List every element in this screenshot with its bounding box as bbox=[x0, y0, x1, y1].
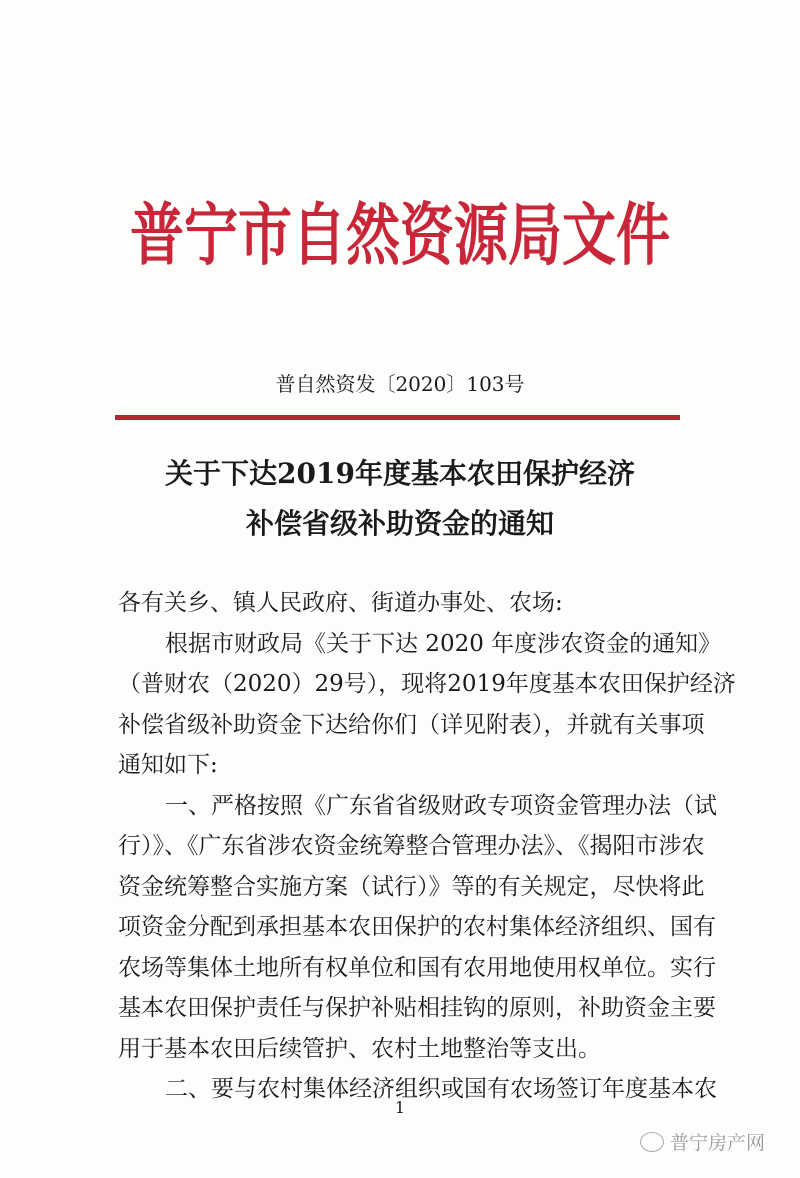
red-divider bbox=[115, 415, 680, 420]
document-header-title: 普宁市自然资源局文件 bbox=[130, 194, 670, 275]
wechat-icon bbox=[640, 1132, 664, 1152]
watermark bbox=[640, 1128, 765, 1155]
body-line: 二、要与农村集体经济组织或国有农场签订年度基本农 bbox=[165, 1076, 717, 1102]
body-line: 各有关乡、镇人民政府、街道办事处、农场: bbox=[118, 590, 563, 616]
body-line: 用于基本农田后续管护、农村土地整治等支出。 bbox=[118, 1035, 601, 1062]
body-line: 补偿省级补助资金下达给你们（详见附表），并就有关事项 bbox=[118, 711, 705, 738]
body-line: 根据市财政局《关于下达 2020 年度涉农资金的通知》 bbox=[165, 630, 722, 657]
body-line: 农场等集体土地所有权单位和国有农用地使用权单位。实行 bbox=[118, 954, 716, 981]
watermark-text: 普宁房产网 bbox=[670, 1132, 766, 1154]
body-line: （普财农（2020）29号），现将2019年度基本农田保护经济 bbox=[118, 671, 736, 697]
page-number: 1 bbox=[394, 1098, 406, 1117]
body-line: 一、严格按照《广东省省级财政专项资金管理办法（试 bbox=[165, 792, 717, 819]
body-line: 行）》、《广东省涉农资金统筹整合管理办法》、《揭阳市涉农 bbox=[118, 833, 705, 859]
document-number: 普自然资发〔2020〕103号 bbox=[275, 372, 525, 396]
body-line: 项资金分配到承担基本农田保护的农村集体经济组织、国有 bbox=[118, 914, 716, 940]
notice-title-line-1: 关于下达2019年度基本农田保护经济 bbox=[165, 457, 635, 490]
body-line: 基本农田保护责任与保护补贴相挂钩的原则，补助资金主要 bbox=[118, 995, 716, 1021]
body-line: 通知如下: bbox=[118, 752, 218, 778]
body-line: 资金统筹整合实施方案（试行）》等的有关规定，尽快将此 bbox=[118, 873, 705, 900]
notice-title-line-2: 补偿省级补助资金的通知 bbox=[245, 507, 554, 540]
